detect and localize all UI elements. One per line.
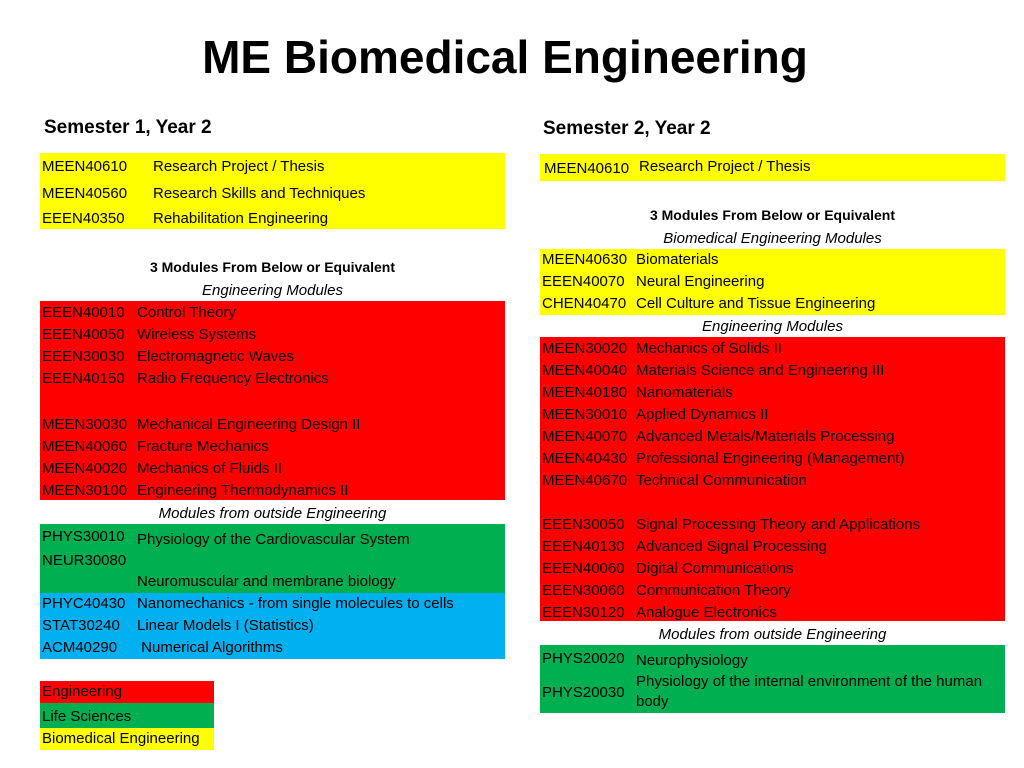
- module-name: Applied Dynamics II: [636, 406, 769, 423]
- module-name-line-1: Physiology of the internal environment of the human: [636, 673, 983, 690]
- module-code: EEEN40130: [542, 538, 625, 555]
- module-name: Signal Processing Theory and Applications: [636, 516, 921, 533]
- sem1-core-modules: [40, 153, 505, 229]
- module-name: Nanomaterials: [636, 384, 733, 401]
- semester-1-heading: Semester 1, Year 2: [44, 117, 212, 138]
- module-name-line-2: body: [636, 693, 669, 710]
- module-name: Communication Theory: [636, 582, 791, 599]
- module-code: MEEN40430: [542, 450, 628, 467]
- module-name: Mechanical Engineering Design II: [137, 416, 361, 433]
- module-code: PHYS20030: [542, 684, 625, 701]
- legend-life-sciences: Life Sciences: [40, 703, 214, 728]
- module-code: PHYS20020: [542, 650, 625, 667]
- module-code: MEEN40180: [542, 384, 628, 401]
- module-code: MEEN40610: [42, 158, 128, 175]
- module-name: Radio Frequency Electronics: [137, 370, 329, 387]
- module-code: EEEN30060: [542, 582, 625, 599]
- module-name: Advanced Metals/Materials Processing: [636, 428, 895, 445]
- module-code: EEEN40150: [42, 370, 125, 387]
- legend-biomedical-engineering: Biomedical Engineering: [40, 728, 214, 750]
- module-code: MEEN40560: [42, 185, 128, 202]
- module-code: MEEN40670: [542, 472, 628, 489]
- module-code: EEEN30120: [542, 604, 625, 621]
- module-name: Technical Communication: [636, 472, 807, 489]
- module-name: Research Project / Thesis: [153, 158, 325, 175]
- module-name: Professional Engineering (Management): [636, 450, 905, 467]
- module-name: Wireless Systems: [137, 326, 257, 343]
- module-name: Neurophysiology: [636, 652, 748, 669]
- module-code: MEEN30100: [42, 482, 128, 499]
- module-name: Research Project / Thesis: [639, 158, 811, 175]
- module-code: ACM40290: [42, 639, 118, 656]
- module-code: PHYS30010: [42, 528, 125, 545]
- sem2-core-modules: [540, 154, 1005, 181]
- module-name: Research Skills and Techniques: [153, 185, 366, 202]
- module-code: STAT30240: [42, 617, 120, 634]
- module-name: Advanced Signal Processing: [636, 538, 827, 555]
- semester-2-heading: Semester 2, Year 2: [543, 118, 711, 139]
- module-code: NEUR30080: [42, 552, 127, 569]
- module-name: Numerical Algorithms: [137, 639, 283, 656]
- sem1-engineering-modules: [40, 301, 505, 500]
- module-name: Biomaterials: [636, 251, 719, 268]
- module-code: MEEN40020: [42, 460, 128, 477]
- module-name: Mechanics of Solids II: [636, 340, 782, 357]
- legend-engineering: Engineering: [40, 681, 214, 703]
- module-name: Physiology of the Cardiovascular System: [137, 531, 410, 548]
- module-code: EEEN40050: [42, 326, 125, 343]
- module-name: Fracture Mechanics: [137, 438, 269, 455]
- module-code: MEEN40610: [544, 160, 630, 177]
- module-name: Control Theory: [137, 304, 236, 321]
- sem2-life-science-modules: [540, 645, 1005, 713]
- module-name: Analogue Electronics: [636, 604, 777, 621]
- module-code: EEEN30030: [42, 348, 125, 365]
- module-name: Cell Culture and Tissue Engineering: [636, 295, 876, 312]
- module-name: Neural Engineering: [636, 273, 765, 290]
- sem2-choose-text: 3 Modules From Below or Equivalent: [649, 207, 896, 223]
- module-code: EEEN40070: [542, 273, 625, 290]
- module-code: EEEN40060: [542, 560, 625, 577]
- module-code: EEEN30050: [542, 516, 625, 533]
- sem2-eng-heading: Engineering Modules: [702, 318, 843, 335]
- sem1-life-science-modules: [40, 524, 505, 593]
- module-code: MEEN30020: [542, 340, 628, 357]
- module-name: Rehabilitation Engineering: [153, 210, 329, 227]
- module-code: MEEN40040: [542, 362, 628, 379]
- module-name: Mechanics of Fluids II: [137, 460, 283, 477]
- module-code: MEEN40630: [542, 251, 628, 268]
- module-code: EEEN40350: [42, 210, 125, 227]
- sem1-choose-text: 3 Modules From Below or Equivalent: [149, 259, 396, 275]
- sem1-outside-heading: Modules from outside Engineering: [158, 505, 387, 522]
- module-code: MEEN40070: [542, 428, 628, 445]
- module-name: Engineering Thermodynamics II: [137, 482, 349, 499]
- sem1-other-modules: [40, 593, 505, 659]
- module-code: PHYC40430: [42, 595, 126, 612]
- module-name: Materials Science and Engineering III: [636, 362, 885, 379]
- sem2-engineering-modules: [540, 337, 1005, 621]
- module-code: CHEN40470: [542, 295, 627, 312]
- module-name: Digital Communications: [636, 560, 794, 577]
- module-name: Neuromuscular and membrane biology: [137, 573, 396, 590]
- module-name: Nanomechanics - from single molecules to cells: [137, 595, 454, 612]
- module-code: MEEN30010: [542, 406, 628, 423]
- sem1-eng-heading: Engineering Modules: [202, 282, 343, 299]
- sem2-outside-heading: Modules from outside Engineering: [658, 626, 887, 643]
- module-name: Linear Models I (Statistics): [137, 617, 314, 634]
- module-code: EEEN40010: [42, 304, 125, 321]
- page-title: ME Biomedical Engineering: [202, 31, 808, 83]
- sem2-bme-heading: Biomedical Engineering Modules: [663, 230, 882, 247]
- module-code: MEEN30030: [42, 416, 128, 433]
- sem2-biomedical-modules: [540, 249, 1005, 315]
- module-name: Electromagnetic Waves: [137, 348, 295, 365]
- module-code: MEEN40060: [42, 438, 128, 455]
